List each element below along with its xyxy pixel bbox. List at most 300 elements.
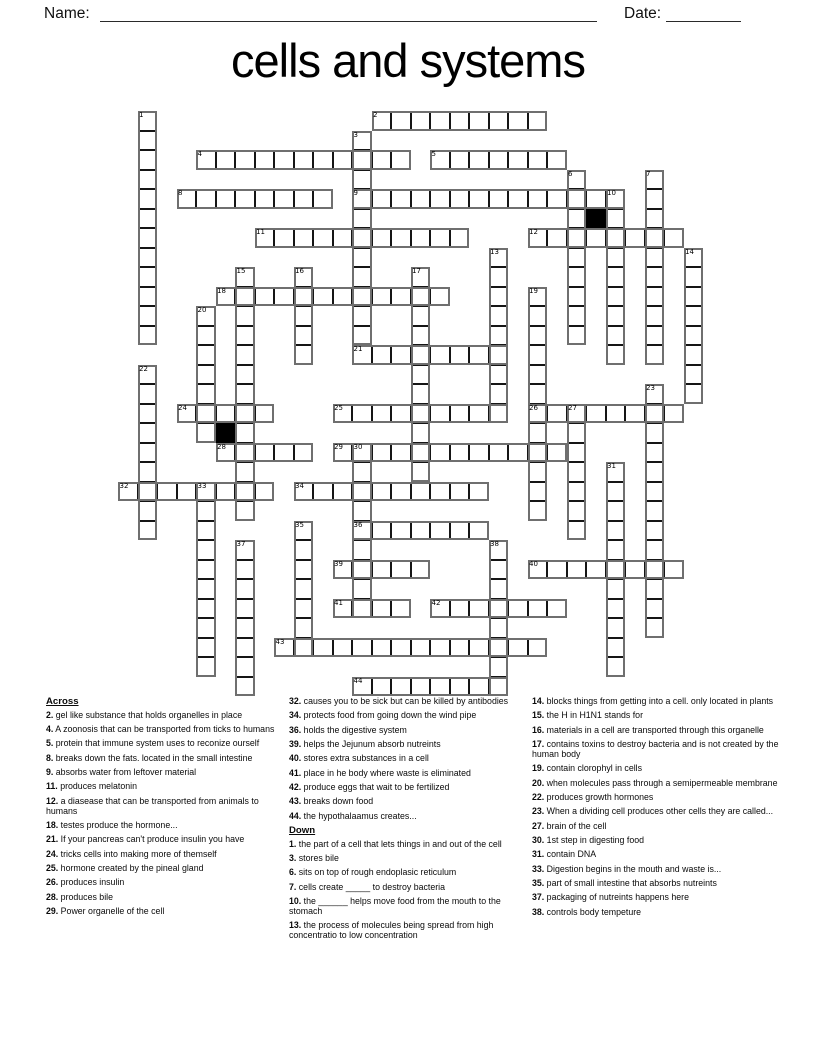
grid-cell[interactable] [508, 150, 528, 170]
grid-cell[interactable] [255, 482, 275, 502]
grid-cell[interactable] [606, 599, 626, 619]
grid-cell[interactable] [489, 443, 509, 463]
grid-cell[interactable] [235, 462, 255, 482]
grid-cell[interactable] [567, 462, 587, 482]
grid-cell[interactable] [411, 423, 431, 443]
grid-cell[interactable] [645, 521, 665, 541]
grid-cell[interactable] [372, 228, 392, 248]
grid-cell[interactable] [294, 306, 314, 326]
grid-cell[interactable] [586, 404, 606, 424]
grid-cell[interactable] [255, 150, 275, 170]
grid-cell[interactable] [294, 482, 314, 502]
grid-cell[interactable] [430, 189, 450, 209]
grid-cell[interactable] [430, 677, 450, 697]
grid-cell[interactable] [606, 267, 626, 287]
grid-cell[interactable] [489, 677, 509, 697]
grid-cell[interactable] [684, 365, 704, 385]
grid-cell[interactable] [567, 482, 587, 502]
grid-cell[interactable] [606, 462, 626, 482]
grid-cell[interactable] [567, 228, 587, 248]
grid-cell[interactable] [645, 423, 665, 443]
grid-cell[interactable] [352, 345, 372, 365]
grid-cell[interactable] [294, 150, 314, 170]
grid-cell[interactable] [645, 189, 665, 209]
grid-cell[interactable] [138, 521, 158, 541]
grid-cell[interactable] [528, 326, 548, 346]
grid-cell[interactable] [469, 443, 489, 463]
grid-cell[interactable] [586, 228, 606, 248]
grid-cell[interactable] [547, 150, 567, 170]
grid-cell[interactable] [235, 618, 255, 638]
grid-cell[interactable] [391, 345, 411, 365]
grid-cell[interactable] [430, 482, 450, 502]
grid-cell[interactable] [450, 111, 470, 131]
grid-cell[interactable] [138, 443, 158, 463]
grid-cell[interactable] [606, 657, 626, 677]
grid-cell[interactable] [118, 482, 138, 502]
grid-cell[interactable] [528, 443, 548, 463]
grid-cell[interactable] [235, 404, 255, 424]
grid-cell[interactable] [391, 111, 411, 131]
grid-cell[interactable] [235, 326, 255, 346]
grid-cell[interactable] [352, 189, 372, 209]
grid-cell[interactable] [606, 482, 626, 502]
grid-cell[interactable] [567, 326, 587, 346]
grid-cell[interactable] [411, 521, 431, 541]
grid-cell[interactable] [489, 345, 509, 365]
grid-cell[interactable] [508, 111, 528, 131]
grid-cell[interactable] [469, 404, 489, 424]
grid-cell[interactable] [489, 560, 509, 580]
grid-cell[interactable] [235, 443, 255, 463]
grid-cell[interactable] [372, 677, 392, 697]
grid-cell[interactable] [450, 521, 470, 541]
grid-cell[interactable] [489, 540, 509, 560]
grid-cell[interactable] [216, 150, 236, 170]
grid-cell[interactable] [216, 404, 236, 424]
grid-cell[interactable] [255, 404, 275, 424]
grid-cell[interactable] [391, 228, 411, 248]
grid-cell[interactable] [547, 404, 567, 424]
grid-cell[interactable] [391, 150, 411, 170]
grid-cell[interactable] [274, 189, 294, 209]
grid-cell[interactable] [645, 462, 665, 482]
grid-cell[interactable] [177, 404, 197, 424]
grid-cell[interactable] [606, 287, 626, 307]
grid-cell[interactable] [469, 150, 489, 170]
grid-cell[interactable] [430, 443, 450, 463]
grid-cell[interactable] [196, 306, 216, 326]
grid-cell[interactable] [489, 306, 509, 326]
grid-cell[interactable] [586, 560, 606, 580]
grid-cell[interactable] [645, 443, 665, 463]
grid-cell[interactable] [528, 384, 548, 404]
grid-cell[interactable] [333, 482, 353, 502]
grid-cell[interactable] [391, 404, 411, 424]
grid-cell[interactable] [411, 228, 431, 248]
grid-cell[interactable] [333, 599, 353, 619]
grid-cell[interactable] [528, 228, 548, 248]
grid-cell[interactable] [352, 501, 372, 521]
grid-cell[interactable] [235, 287, 255, 307]
grid-cell[interactable] [586, 189, 606, 209]
grid-cell[interactable] [313, 189, 333, 209]
grid-cell[interactable] [391, 560, 411, 580]
grid-cell[interactable] [411, 560, 431, 580]
grid-cell[interactable] [489, 365, 509, 385]
grid-cell[interactable] [606, 306, 626, 326]
grid-cell[interactable] [372, 404, 392, 424]
grid-cell[interactable] [430, 521, 450, 541]
grid-cell[interactable] [528, 638, 548, 658]
grid-cell[interactable] [606, 209, 626, 229]
grid-cell[interactable] [430, 345, 450, 365]
grid-cell[interactable] [235, 579, 255, 599]
grid-cell[interactable] [645, 618, 665, 638]
grid-cell[interactable] [391, 443, 411, 463]
grid-cell[interactable] [235, 345, 255, 365]
grid-cell[interactable] [313, 638, 333, 658]
grid-cell[interactable] [352, 560, 372, 580]
grid-cell[interactable] [664, 404, 684, 424]
grid-cell[interactable] [469, 521, 489, 541]
grid-cell[interactable] [567, 521, 587, 541]
grid-cell[interactable] [391, 677, 411, 697]
grid-cell[interactable] [547, 443, 567, 463]
grid-cell[interactable] [567, 306, 587, 326]
grid-cell[interactable] [567, 248, 587, 268]
grid-cell[interactable] [352, 267, 372, 287]
grid-cell[interactable] [489, 579, 509, 599]
grid-cell[interactable] [274, 228, 294, 248]
grid-cell[interactable] [508, 638, 528, 658]
grid-cell[interactable] [508, 599, 528, 619]
grid-cell[interactable] [255, 228, 275, 248]
grid-cell[interactable] [196, 189, 216, 209]
grid-cell[interactable] [294, 267, 314, 287]
grid-cell[interactable] [352, 462, 372, 482]
grid-cell[interactable] [645, 482, 665, 502]
grid-cell[interactable] [645, 345, 665, 365]
grid-cell[interactable] [489, 404, 509, 424]
grid-cell[interactable] [235, 599, 255, 619]
grid-cell[interactable] [372, 111, 392, 131]
grid-cell[interactable] [216, 443, 236, 463]
grid-cell[interactable] [411, 462, 431, 482]
grid-cell[interactable] [294, 638, 314, 658]
grid-cell[interactable] [372, 287, 392, 307]
grid-cell[interactable] [352, 131, 372, 151]
grid-cell[interactable] [489, 326, 509, 346]
grid-cell[interactable] [352, 677, 372, 697]
grid-cell[interactable] [645, 501, 665, 521]
grid-cell[interactable] [469, 677, 489, 697]
grid-cell[interactable] [489, 657, 509, 677]
grid-cell[interactable] [411, 326, 431, 346]
grid-cell[interactable] [196, 501, 216, 521]
grid-cell[interactable] [196, 482, 216, 502]
grid-cell[interactable] [430, 404, 450, 424]
grid-cell[interactable] [411, 365, 431, 385]
grid-cell[interactable] [274, 638, 294, 658]
grid-cell[interactable] [196, 560, 216, 580]
grid-cell[interactable] [294, 345, 314, 365]
grid-cell[interactable] [138, 248, 158, 268]
grid-cell[interactable] [411, 482, 431, 502]
grid-cell[interactable] [567, 560, 587, 580]
grid-cell[interactable] [333, 228, 353, 248]
grid-cell[interactable] [294, 560, 314, 580]
grid-cell[interactable] [528, 560, 548, 580]
grid-cell[interactable] [391, 638, 411, 658]
grid-cell[interactable] [645, 579, 665, 599]
grid-cell[interactable] [469, 599, 489, 619]
grid-cell[interactable] [489, 189, 509, 209]
grid-cell[interactable] [352, 482, 372, 502]
grid-cell[interactable] [528, 501, 548, 521]
grid-cell[interactable] [138, 267, 158, 287]
grid-cell[interactable] [352, 248, 372, 268]
grid-cell[interactable] [450, 638, 470, 658]
grid-cell[interactable] [411, 443, 431, 463]
grid-cell[interactable] [450, 599, 470, 619]
grid-cell[interactable] [430, 150, 450, 170]
grid-cell[interactable] [235, 657, 255, 677]
grid-cell[interactable] [567, 287, 587, 307]
grid-cell[interactable] [645, 228, 665, 248]
grid-cell[interactable] [528, 345, 548, 365]
grid-cell[interactable] [138, 482, 158, 502]
grid-cell[interactable] [547, 228, 567, 248]
grid-cell[interactable] [235, 306, 255, 326]
grid-cell[interactable] [606, 560, 626, 580]
grid-cell[interactable] [235, 365, 255, 385]
grid-cell[interactable] [196, 150, 216, 170]
grid-cell[interactable] [255, 443, 275, 463]
grid-cell[interactable] [411, 677, 431, 697]
grid-cell[interactable] [138, 365, 158, 385]
grid-cell[interactable] [138, 326, 158, 346]
grid-cell[interactable] [528, 189, 548, 209]
grid-cell[interactable] [333, 404, 353, 424]
grid-cell[interactable] [430, 111, 450, 131]
grid-cell[interactable] [645, 384, 665, 404]
grid-cell[interactable] [430, 287, 450, 307]
grid-cell[interactable] [294, 521, 314, 541]
grid-cell[interactable] [469, 638, 489, 658]
grid-cell[interactable] [274, 287, 294, 307]
grid-cell[interactable] [469, 189, 489, 209]
grid-cell[interactable] [196, 638, 216, 658]
grid-cell[interactable] [216, 482, 236, 502]
grid-cell[interactable] [489, 267, 509, 287]
grid-cell[interactable] [606, 228, 626, 248]
grid-cell[interactable] [138, 423, 158, 443]
grid-cell[interactable] [235, 150, 255, 170]
grid-cell[interactable] [372, 482, 392, 502]
grid-cell[interactable] [352, 638, 372, 658]
grid-cell[interactable] [411, 267, 431, 287]
grid-cell[interactable] [450, 345, 470, 365]
grid-cell[interactable] [138, 501, 158, 521]
grid-cell[interactable] [411, 404, 431, 424]
grid-cell[interactable] [138, 462, 158, 482]
grid-cell[interactable] [411, 345, 431, 365]
grid-cell[interactable] [196, 540, 216, 560]
grid-cell[interactable] [196, 345, 216, 365]
grid-cell[interactable] [450, 150, 470, 170]
grid-cell[interactable] [333, 287, 353, 307]
grid-cell[interactable] [391, 482, 411, 502]
grid-cell[interactable] [508, 443, 528, 463]
grid-cell[interactable] [352, 540, 372, 560]
grid-cell[interactable] [216, 189, 236, 209]
grid-cell[interactable] [294, 287, 314, 307]
grid-cell[interactable] [489, 111, 509, 131]
grid-cell[interactable] [313, 150, 333, 170]
grid-cell[interactable] [528, 599, 548, 619]
grid-cell[interactable] [177, 189, 197, 209]
grid-cell[interactable] [567, 501, 587, 521]
grid-cell[interactable] [294, 540, 314, 560]
grid-cell[interactable] [138, 228, 158, 248]
grid-cell[interactable] [489, 287, 509, 307]
grid-cell[interactable] [372, 560, 392, 580]
grid-cell[interactable] [196, 365, 216, 385]
grid-cell[interactable] [625, 560, 645, 580]
grid-cell[interactable] [196, 657, 216, 677]
grid-cell[interactable] [684, 248, 704, 268]
grid-cell[interactable] [352, 228, 372, 248]
grid-cell[interactable] [606, 248, 626, 268]
grid-cell[interactable] [528, 150, 548, 170]
grid-cell[interactable] [606, 579, 626, 599]
grid-cell[interactable] [196, 423, 216, 443]
grid-cell[interactable] [489, 618, 509, 638]
grid-cell[interactable] [352, 404, 372, 424]
grid-cell[interactable] [196, 326, 216, 346]
grid-cell[interactable] [528, 306, 548, 326]
grid-cell[interactable] [645, 326, 665, 346]
grid-cell[interactable] [684, 306, 704, 326]
grid-cell[interactable] [606, 638, 626, 658]
grid-cell[interactable] [450, 443, 470, 463]
grid-cell[interactable] [645, 209, 665, 229]
grid-cell[interactable] [450, 677, 470, 697]
grid-cell[interactable] [450, 404, 470, 424]
grid-cell[interactable] [567, 267, 587, 287]
grid-cell[interactable] [372, 599, 392, 619]
grid-cell[interactable] [411, 189, 431, 209]
grid-cell[interactable] [235, 677, 255, 697]
grid-cell[interactable] [235, 638, 255, 658]
grid-cell[interactable] [489, 638, 509, 658]
grid-cell[interactable] [138, 131, 158, 151]
grid-cell[interactable] [352, 287, 372, 307]
grid-cell[interactable] [235, 482, 255, 502]
grid-cell[interactable] [567, 404, 587, 424]
grid-cell[interactable] [294, 579, 314, 599]
grid-cell[interactable] [352, 209, 372, 229]
grid-cell[interactable] [606, 345, 626, 365]
grid-cell[interactable] [372, 638, 392, 658]
grid-cell[interactable] [528, 462, 548, 482]
grid-cell[interactable] [391, 599, 411, 619]
grid-cell[interactable] [352, 521, 372, 541]
grid-cell[interactable] [235, 423, 255, 443]
grid-cell[interactable] [333, 638, 353, 658]
grid-cell[interactable] [547, 560, 567, 580]
grid-cell[interactable] [684, 384, 704, 404]
grid-cell[interactable] [567, 443, 587, 463]
grid-cell[interactable] [196, 404, 216, 424]
grid-cell[interactable] [508, 189, 528, 209]
grid-cell[interactable] [255, 287, 275, 307]
grid-cell[interactable] [333, 443, 353, 463]
grid-cell[interactable] [645, 404, 665, 424]
grid-cell[interactable] [196, 599, 216, 619]
grid-cell[interactable] [430, 599, 450, 619]
grid-cell[interactable] [274, 150, 294, 170]
grid-cell[interactable] [196, 384, 216, 404]
grid-cell[interactable] [352, 579, 372, 599]
grid-cell[interactable] [411, 384, 431, 404]
grid-cell[interactable] [606, 521, 626, 541]
grid-cell[interactable] [489, 150, 509, 170]
grid-cell[interactable] [352, 443, 372, 463]
grid-cell[interactable] [664, 560, 684, 580]
grid-cell[interactable] [606, 540, 626, 560]
grid-cell[interactable] [372, 189, 392, 209]
grid-cell[interactable] [235, 560, 255, 580]
grid-cell[interactable] [274, 443, 294, 463]
grid-cell[interactable] [216, 287, 236, 307]
grid-cell[interactable] [645, 599, 665, 619]
grid-cell[interactable] [469, 482, 489, 502]
grid-cell[interactable] [469, 111, 489, 131]
grid-cell[interactable] [235, 384, 255, 404]
grid-cell[interactable] [567, 423, 587, 443]
grid-cell[interactable] [352, 306, 372, 326]
grid-cell[interactable] [235, 540, 255, 560]
grid-cell[interactable] [625, 404, 645, 424]
grid-cell[interactable] [138, 209, 158, 229]
grid-cell[interactable] [294, 326, 314, 346]
grid-cell[interactable] [450, 189, 470, 209]
grid-cell[interactable] [352, 326, 372, 346]
grid-cell[interactable] [313, 287, 333, 307]
grid-cell[interactable] [294, 443, 314, 463]
grid-cell[interactable] [469, 345, 489, 365]
grid-cell[interactable] [528, 287, 548, 307]
grid-cell[interactable] [547, 599, 567, 619]
grid-cell[interactable] [450, 482, 470, 502]
grid-cell[interactable] [255, 189, 275, 209]
grid-cell[interactable] [411, 287, 431, 307]
grid-cell[interactable] [528, 482, 548, 502]
grid-cell[interactable] [411, 306, 431, 326]
grid-cell[interactable] [567, 189, 587, 209]
grid-cell[interactable] [352, 599, 372, 619]
grid-cell[interactable] [567, 209, 587, 229]
grid-cell[interactable] [333, 150, 353, 170]
grid-cell[interactable] [391, 287, 411, 307]
grid-cell[interactable] [411, 638, 431, 658]
grid-cell[interactable] [177, 482, 197, 502]
grid-cell[interactable] [567, 170, 587, 190]
grid-cell[interactable] [196, 521, 216, 541]
grid-cell[interactable] [138, 189, 158, 209]
